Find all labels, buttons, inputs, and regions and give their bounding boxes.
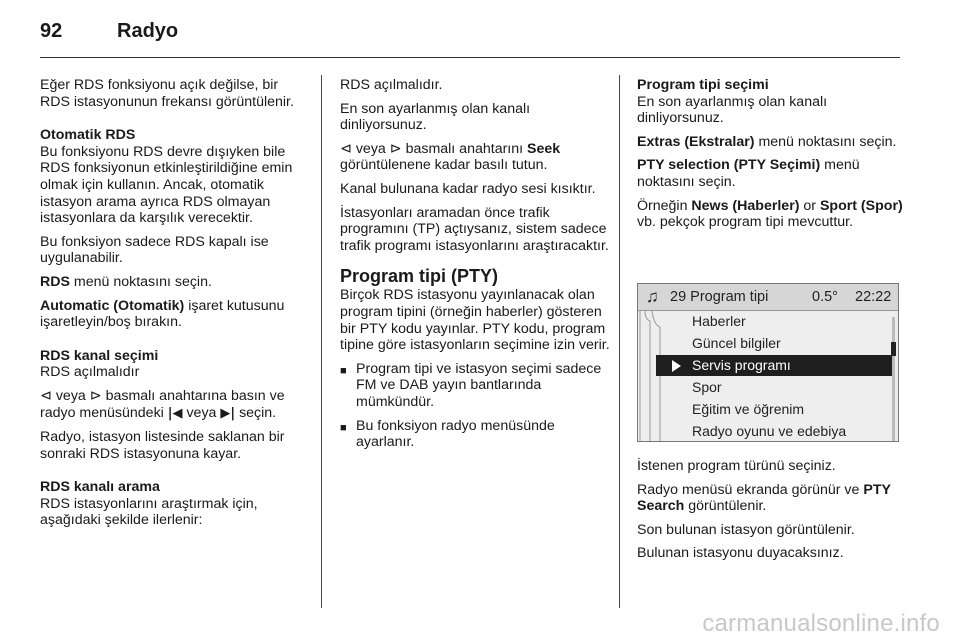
list-item xyxy=(340,418,610,451)
example-text-a: Örneğin xyxy=(637,197,692,214)
auto-rds-heading: Otomatik RDS xyxy=(40,127,136,144)
column-divider-1 xyxy=(321,75,322,608)
automatic-text: işaret kutusunu işaretleyin/boş bırakın. xyxy=(40,297,285,331)
bullet-square-icon: ■ xyxy=(340,421,347,434)
display-scroll-thumb[interactable] xyxy=(891,342,896,356)
automatic-term: Automatic (Otomatik) xyxy=(40,297,185,314)
display-list-item[interactable]: Spor xyxy=(692,379,722,395)
pty-section-title: Program tipi (PTY) xyxy=(340,266,499,287)
skip-back-icon: |◀ xyxy=(167,405,183,421)
watermark: carmanualsonline.info xyxy=(702,610,940,637)
channel-paragraph-2 xyxy=(40,388,310,422)
channel-select-heading: RDS kanal seçimi xyxy=(40,347,159,364)
auto-rds-paragraph-2: Bu fonksiyon sadece RDS kapalı ise uygulanabilir. xyxy=(40,233,269,267)
display-header xyxy=(638,284,898,311)
example-paragraph xyxy=(637,198,907,231)
pty-paragraph: Birçok RDS istasyonu yayınlanacak olan program tipini (örneğin haberler) gösteren bir PTY kodu yayınlar. PTY kodu, program tipine göre istasyonların seçimine izin verir. xyxy=(340,287,610,354)
col2-paragraph-5: İstasyonları aramadan önce trafik programını (TP) açtıysanız, sistem sadece trafik programı istasyonlarını araştıracaktır. xyxy=(340,204,609,254)
header-rule xyxy=(40,57,900,58)
display-header-angle: 0.5° xyxy=(812,289,838,305)
news-term: News (Haberler) xyxy=(691,197,800,214)
intro-paragraph: Eğer RDS fonksiyonu açık değilse, bir RDS istasyonunun frekansı görüntülenir. xyxy=(40,77,294,110)
extras-text: menü noktasını seçin. xyxy=(754,133,897,150)
play-arrow-icon xyxy=(672,360,681,372)
column-divider-2 xyxy=(619,75,620,608)
extras-instruction xyxy=(637,134,907,151)
display-list xyxy=(638,311,898,441)
display-header-title: 29 Program tipi xyxy=(670,289,769,305)
list-item-text: Bu fonksiyon radyo menüsünde ayarlanır. xyxy=(356,417,555,451)
column-3 xyxy=(637,77,907,238)
example-text-b: or xyxy=(799,197,820,214)
channel-text-c: seçin. xyxy=(235,404,277,421)
channel-search-heading: RDS kanalı arama xyxy=(40,479,160,496)
display-list-item-label: Servis programı xyxy=(692,357,791,373)
rds-text: menü noktasını seçin. xyxy=(69,273,212,290)
auto-rds-paragraph-1: Bu fonksiyonu RDS devre dışıyken bile RDS fonksiyonun etkinleştirildiğine emin olmak için kullanın. Ancak, otomatik istasyon arama ayrıca RDS olmayan istasyonlara da karşılık verecektir. xyxy=(40,143,293,227)
after-paragraph-1: İstenen program türünü seçiniz. xyxy=(637,458,836,474)
pty-selection-instruction xyxy=(637,157,907,190)
column-2 xyxy=(340,77,610,458)
after-paragraph-3: Son bulunan istasyon görüntülenir. xyxy=(637,521,855,538)
display-list-item[interactable]: Güncel bilgiler xyxy=(692,335,781,351)
sport-term: Sport (Spor) xyxy=(819,197,903,214)
skip-forward-icon: ▶| xyxy=(220,405,236,421)
after-text-a: Radyo menüsü ekranda görünür ve xyxy=(637,481,864,498)
column-3-after-display xyxy=(637,458,907,569)
channel-paragraph-3: Radyo, istasyon listesinde saklanan bir sonraki RDS istasyonuna kayar. xyxy=(40,429,285,462)
example-text-c: vb. pekçok program tipi mevcuttur. xyxy=(637,214,854,231)
display-list-item[interactable]: Radyo oyunu ve edebiya xyxy=(692,423,847,439)
channel-paragraph-1: RDS açılmalıdır xyxy=(40,364,140,381)
after-paragraph-4: Bulunan istasyonu duyacaksınız. xyxy=(637,545,844,562)
display-decorative-lines xyxy=(638,311,678,441)
column-1 xyxy=(40,77,310,536)
seek-term: Seek xyxy=(527,140,561,157)
seek-text-b: görüntülenene kadar basılı tutun. xyxy=(340,157,548,174)
col3-paragraph-1: En son ayarlanmış olan kanalı dinliyorsunuz. xyxy=(637,93,828,127)
display-list-item[interactable]: Haberler xyxy=(692,313,746,329)
channel-text-a: ⊲ veya ⊳ basmalı anahtarına basın ve radyo menüsündeki xyxy=(40,387,285,421)
seek-text-a: ⊲ veya ⊳ basmalı anahtarını xyxy=(340,140,528,157)
col2-paragraph-1: RDS açılmalıdır. xyxy=(340,77,443,93)
list-item-text: Program tipi ve istasyon seçimi sadece FM ve DAB yayın bantlarında mümkündür. xyxy=(356,360,602,410)
bullet-square-icon: ■ xyxy=(340,364,347,377)
pty-selection-heading: Program tipi seçimi xyxy=(637,77,769,93)
channel-text-b: veya xyxy=(182,404,221,421)
pty-selection-term: PTY selection (PTY Seçimi) xyxy=(637,157,821,174)
automatic-instruction xyxy=(40,298,310,331)
display-list-item[interactable]: Eğitim ve öğrenim xyxy=(692,401,805,417)
col2-paragraph-3 xyxy=(340,141,610,174)
extras-term: Extras (Ekstralar) xyxy=(637,133,755,150)
display-list-item-selected[interactable] xyxy=(656,355,892,376)
page-title: Radyo xyxy=(117,20,179,42)
col2-paragraph-2: En son ayarlanmış olan kanalı dinliyorsunuz. xyxy=(340,100,531,134)
rds-menu-instruction xyxy=(40,274,310,291)
after-paragraph-2 xyxy=(637,482,907,515)
list-item xyxy=(340,361,610,411)
channel-search-paragraph: RDS istasyonlarını araştırmak için, aşağıdaki şekilde ilerlenir: xyxy=(40,495,258,529)
pty-selection-text: menü noktasını seçin. xyxy=(637,157,860,190)
col2-paragraph-4: Kanal bulunana kadar radyo sesi kısıktır. xyxy=(340,180,596,197)
page-number: 92 xyxy=(40,20,63,42)
display-header-time: 22:22 xyxy=(855,289,892,305)
rds-term: RDS xyxy=(40,273,70,290)
radio-display xyxy=(637,283,899,442)
display-scrollbar[interactable] xyxy=(892,317,895,441)
pty-search-term: PTY Search xyxy=(637,481,891,515)
after-text-b: görüntülenir. xyxy=(684,498,767,515)
music-note-icon: ♫ xyxy=(646,287,659,306)
